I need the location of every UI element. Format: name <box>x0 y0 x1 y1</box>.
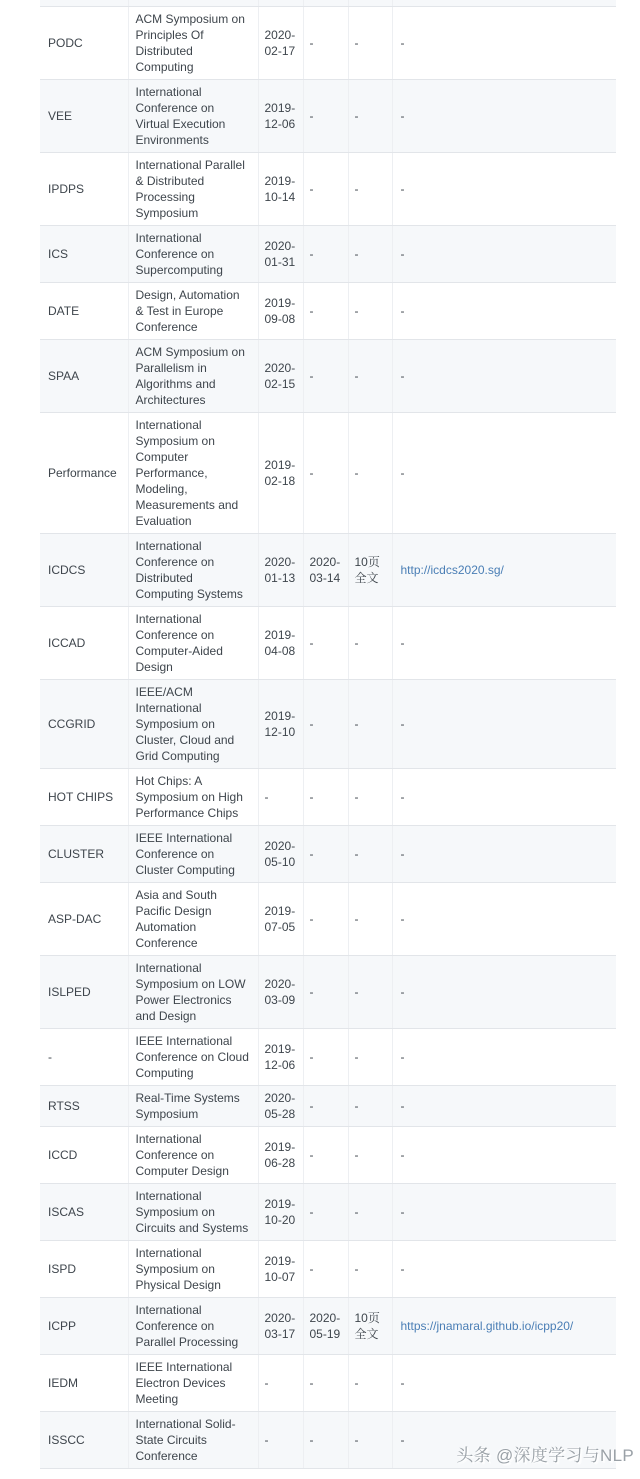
website-cell: - <box>392 7 616 80</box>
notification-date-cell: - <box>303 283 348 340</box>
conference-abbr-cell: ISCAS <box>40 1184 128 1241</box>
conference-name-cell: International Symposium on Computer Performance, Modeling, Measurements and Evaluation <box>128 413 258 534</box>
notification-date-cell: - <box>303 340 348 413</box>
conference-abbr-cell: ISSCC <box>40 1412 128 1469</box>
conference-abbr-cell: IPDPS <box>40 153 128 226</box>
conference-abbr-cell: SPAA <box>40 340 128 413</box>
deadline-date-cell: 2019-12-06 <box>258 1029 303 1086</box>
page-limit-cell: 10页全文 <box>348 534 392 607</box>
deadline-date-cell: 2019-10-20 <box>258 1184 303 1241</box>
deadline-date-cell: 2020-01-13 <box>258 534 303 607</box>
deadline-date-cell: 2019-06-28 <box>258 1127 303 1184</box>
table-row <box>40 80 616 153</box>
conference-name-cell: IEEE International Conference on Cloud Computing <box>128 1029 258 1086</box>
watermark: 头条 @深度学习与NLP <box>456 1446 634 1465</box>
website-cell: - <box>392 413 616 534</box>
website-cell: - <box>392 956 616 1029</box>
conference-name-cell: Hot Chips: A Symposium on High Performance Chips <box>128 769 258 826</box>
table-row <box>40 1127 616 1184</box>
page-limit-cell: - <box>348 1355 392 1412</box>
table-row <box>40 1355 616 1412</box>
website-cell: - <box>392 1127 616 1184</box>
deadline-date-cell: 2019-10-07 <box>258 1241 303 1298</box>
website-cell <box>392 534 616 607</box>
conference-abbr-cell: CLUSTER <box>40 826 128 883</box>
deadline-date-cell: 2019-02-18 <box>258 413 303 534</box>
website-cell: - <box>392 607 616 680</box>
notification-date-cell: - <box>303 80 348 153</box>
conference-name-cell: International Parallel & Distributed Processing Symposium <box>128 153 258 226</box>
conference-abbr-cell: CCGRID <box>40 680 128 769</box>
conference-abbr-cell: ISPD <box>40 1241 128 1298</box>
conference-abbr-cell: RTSS <box>40 1086 128 1127</box>
page-limit-cell: - <box>348 7 392 80</box>
table-row <box>40 826 616 883</box>
conference-name-cell: Asia and South Pacific Design Automation Conference <box>128 883 258 956</box>
conference-name-cell: Design, Automation & Test in Europe Conference <box>128 283 258 340</box>
page-limit-cell: - <box>348 340 392 413</box>
notification-date-cell: - <box>303 1355 348 1412</box>
page-limit-cell: - <box>348 226 392 283</box>
conference-abbr-cell: - <box>40 1029 128 1086</box>
deadline-date-cell: 2020-02-15 <box>258 340 303 413</box>
deadline-date-cell: 2020-03-17 <box>258 1298 303 1355</box>
table-row <box>40 1241 616 1298</box>
page-limit-cell: - <box>348 607 392 680</box>
website-cell: - <box>392 883 616 956</box>
page-limit-cell: - <box>348 413 392 534</box>
conference-name-cell: International Conference on Distributed Computing Systems <box>128 534 258 607</box>
website-cell: - <box>392 283 616 340</box>
website-cell: - <box>392 680 616 769</box>
conference-website-link[interactable]: http://icdcs2020.sg/ <box>400 563 504 577</box>
notification-date-cell: - <box>303 153 348 226</box>
conference-name-cell: ACM Symposium on Principles Of Distributed Computing <box>128 7 258 80</box>
conference-name-cell: IEEE/ACM International Symposium on Cluster, Cloud and Grid Computing <box>128 680 258 769</box>
conference-abbr-cell: PODC <box>40 7 128 80</box>
page-limit-cell: - <box>348 1184 392 1241</box>
deadline-date-cell: 2020-02-17 <box>258 7 303 80</box>
notification-date-cell: - <box>303 1127 348 1184</box>
deadline-date-cell: 2020-05-28 <box>258 1086 303 1127</box>
conference-abbr-cell: HOT CHIPS <box>40 769 128 826</box>
website-cell: - <box>392 153 616 226</box>
conference-table-body <box>40 0 616 1469</box>
conference-name-cell: International Symposium on Physical Design <box>128 1241 258 1298</box>
deadline-date-cell: 2019-12-06 <box>258 80 303 153</box>
page-limit-cell: - <box>348 1241 392 1298</box>
page-limit-cell: - <box>348 1086 392 1127</box>
notification-date-cell: - <box>303 680 348 769</box>
website-cell: - <box>392 1241 616 1298</box>
website-cell: - <box>392 1355 616 1412</box>
table-row <box>40 7 616 80</box>
table-row <box>40 1086 616 1127</box>
table-row <box>40 956 616 1029</box>
notification-date-cell: - <box>303 1241 348 1298</box>
page-limit-cell: 10页全文 <box>348 1298 392 1355</box>
page-limit-cell: - <box>348 283 392 340</box>
deadline-date-cell: - <box>258 1412 303 1469</box>
table-row <box>40 607 616 680</box>
website-cell: - <box>392 1184 616 1241</box>
conference-name-cell: International Conference on Computer-Aided Design <box>128 607 258 680</box>
conference-name-cell: International Symposium on Circuits and Systems <box>128 1184 258 1241</box>
conference-table <box>40 0 616 1469</box>
notification-date-cell: - <box>303 413 348 534</box>
conference-name-cell: ACM Symposium on Parallelism in Algorithms and Architectures <box>128 340 258 413</box>
website-cell <box>392 1298 616 1355</box>
website-cell: - <box>392 826 616 883</box>
website-cell: - <box>392 769 616 826</box>
deadline-date-cell: 2020-03-09 <box>258 956 303 1029</box>
notification-date-cell: - <box>303 7 348 80</box>
table-row <box>40 226 616 283</box>
notification-date-cell: 2020-05-19 <box>303 1298 348 1355</box>
conference-website-link[interactable]: https://jnamaral.github.io/icpp20/ <box>400 1319 574 1333</box>
conference-abbr-cell: VEE <box>40 80 128 153</box>
notification-date-cell: - <box>303 769 348 826</box>
page-limit-cell: - <box>348 680 392 769</box>
page-limit-cell: - <box>348 883 392 956</box>
table-row <box>40 1184 616 1241</box>
conference-abbr-cell: ISLPED <box>40 956 128 1029</box>
notification-date-cell: - <box>303 1029 348 1086</box>
table-row <box>40 769 616 826</box>
notification-date-cell: - <box>303 826 348 883</box>
conference-name-cell: International Conference on Virtual Execution Environments <box>128 80 258 153</box>
website-cell: - <box>392 1412 616 1469</box>
page-limit-cell: - <box>348 153 392 226</box>
page-limit-cell: - <box>348 1029 392 1086</box>
notification-date-cell: - <box>303 1086 348 1127</box>
table-row <box>40 1029 616 1086</box>
deadline-date-cell: 2020-05-10 <box>258 826 303 883</box>
conference-name-cell: International Conference on Computer Design <box>128 1127 258 1184</box>
notification-date-cell: - <box>303 1184 348 1241</box>
conference-abbr-cell: ICDCS <box>40 534 128 607</box>
notification-date-cell: - <box>303 1412 348 1469</box>
conference-name-cell: Real-Time Systems Symposium <box>128 1086 258 1127</box>
deadline-date-cell: 2019-10-14 <box>258 153 303 226</box>
table-row <box>40 883 616 956</box>
conference-abbr-cell: Performance <box>40 413 128 534</box>
conference-name-cell: International Symposium on LOW Power Electronics and Design <box>128 956 258 1029</box>
deadline-date-cell: 2019-09-08 <box>258 283 303 340</box>
deadline-date-cell: - <box>258 1355 303 1412</box>
table-row <box>40 340 616 413</box>
conference-name-cell: IEEE International Electron Devices Meeting <box>128 1355 258 1412</box>
website-cell: - <box>392 80 616 153</box>
notification-date-cell: - <box>303 956 348 1029</box>
table-row <box>40 153 616 226</box>
table-row <box>40 1298 616 1355</box>
conference-abbr-cell: DATE <box>40 283 128 340</box>
conference-name-cell: IEEE International Conference on Cluster Computing <box>128 826 258 883</box>
deadline-date-cell: 2019-07-05 <box>258 883 303 956</box>
page-limit-cell: - <box>348 1127 392 1184</box>
page-limit-cell: - <box>348 956 392 1029</box>
website-cell: - <box>392 340 616 413</box>
page-limit-cell: - <box>348 80 392 153</box>
page-limit-cell: - <box>348 826 392 883</box>
table-row <box>40 534 616 607</box>
conference-abbr-cell: ICCD <box>40 1127 128 1184</box>
notification-date-cell: - <box>303 883 348 956</box>
conference-abbr-cell: ICS <box>40 226 128 283</box>
website-cell: - <box>392 226 616 283</box>
notification-date-cell: - <box>303 607 348 680</box>
page-limit-cell: - <box>348 1412 392 1469</box>
conference-abbr-cell: ICCAD <box>40 607 128 680</box>
deadline-date-cell: 2019-04-08 <box>258 607 303 680</box>
website-cell: - <box>392 1086 616 1127</box>
conference-abbr-cell: IEDM <box>40 1355 128 1412</box>
notification-date-cell: - <box>303 226 348 283</box>
deadline-date-cell: 2019-12-10 <box>258 680 303 769</box>
notification-date-cell: 2020-03-14 <box>303 534 348 607</box>
conference-abbr-cell: ASP-DAC <box>40 883 128 956</box>
conference-name-cell: International Conference on Parallel Processing <box>128 1298 258 1355</box>
conference-name-cell: International Conference on Supercomputing <box>128 226 258 283</box>
table-row <box>40 413 616 534</box>
deadline-date-cell: 2020-01-31 <box>258 226 303 283</box>
deadline-date-cell: - <box>258 769 303 826</box>
conference-name-cell: International Solid-State Circuits Conference <box>128 1412 258 1469</box>
website-cell: - <box>392 1029 616 1086</box>
table-row <box>40 283 616 340</box>
table-row <box>40 680 616 769</box>
conference-abbr-cell: ICPP <box>40 1298 128 1355</box>
page-limit-cell: - <box>348 769 392 826</box>
